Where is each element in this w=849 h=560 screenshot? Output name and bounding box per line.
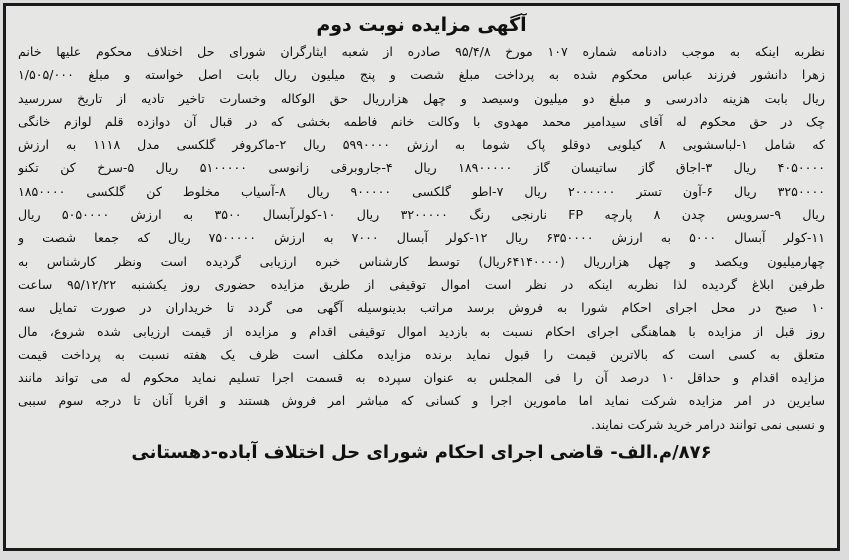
body-line: ریال بابت هزینه دادرسی و مبلغ دو میلیون وسیصد و چهل هزارریال حق الوکاله وخسارت تاخیر تادیه از تاریخ سررسید (18, 90, 825, 106)
body-line: نظربه اینکه به موجب دادنامه شماره ۱۰۷ مورخ ۹۵/۴/۸ صادره از شعبه ایثارگران شورای حل اختلاف محکوم علیها خانم (18, 44, 825, 59)
body-line: و نسبی نمی توانند درامر خرید شرکت نمایند. (591, 416, 825, 432)
body-line: چک در حق محکوم له آقای سیدامیر محمد مهدوی با وکالت خانم فاطمه بخشی که در قبال آن دوازده قلم لوازم خانگی (18, 113, 825, 129)
body-line: چهارمیلیون ویکصد و چهل هزارریال (۶۴۱۴۰۰۰۰ریال) توسط کارشناس خبره ارزیابی گردیده است ونظر کارشناس به (18, 253, 825, 269)
body-line: زهرا دانشور فرزند عباس محکوم شده به پرداخت مبلغ شصت و پنج میلیون ریال بابت اصل خواسته و مبلغ ۱/۵۰۵/۰۰۰ (18, 67, 825, 83)
body-line: مزایده اقدام و حداقل ۱۰ درصد آن را فی المجلس به عنوان سپرده به قسمت اجرا تسلیم نماید محکوم له می تواند مانند (18, 370, 825, 386)
body-line: ریال ۹-سرویس چدن ۸ پارچه FP نارنجی رنگ ۳۲۰۰۰۰۰ ریال ۱۰-کولرآبسال ۳۵۰۰ به ارزش ۵۰۵۰۰۰۰ ریال (18, 207, 825, 223)
body-line: ۱۱-کولر آبسال ۵۰۰۰ به ارزش ۶۳۵۰۰۰۰ ریال ۱۲-کولر آبسال ۷۰۰۰ به ارزش ۷۵۰۰۰۰۰ ریال که جمعا شصت و (18, 230, 825, 246)
body-line: که شامل ۱-لباسشویی ۸ کیلویی دوقلو پاک شوما به ارزش ۵۹۹۰۰۰۰ ریال ۲-ماکروفر گلکسی مدل ۱۱۱۸ به ارزش (18, 137, 825, 153)
body-line: ۱۰ صبح در محل اجرای احکام شورا به فروش برسد مراتب بدینوسیله آگهی می گردد تا خریداران در صورت تمایل سه (18, 300, 825, 316)
auction-notice (3, 3, 840, 551)
body-line: ۴۰۵۰۰۰۰ ریال ۳-اجاق گاز ساتیسان گاز ۱۸۹۰۰۰۰۰ ریال ۴-جاروبرقی زانوسی ۵۱۰۰۰۰۰ ریال ۵-سرخ کن تکنو (18, 160, 825, 176)
notice-signature: ۸۷۶/م.الف- قاضی اجرای احکام شورای حل اختلاف آباده-دهستانی (131, 442, 712, 464)
body-line: سایرین در امر مزایده شرکت نماید اما مامورین اجرا و کسانی که مباشر امر فروش هستند و اقربا آنان تا درجه سوم سببی (18, 393, 825, 409)
body-line: ۳۲۵۰۰۰۰ ریال ۶-آون تستر ۲۰۰۰۰۰۰ ریال ۷-اطو گلکسی ۹۰۰۰۰۰ ریال ۸-آسیاب مخلوط کن گلکسی ۱۸۵۰۰۰۰ (18, 183, 825, 199)
body-line: روز قبل از مزایده با هماهنگی اجرای احکام نسبت به بازدید اموال توقیفی اقدام و مزایده از قیمت ارزیابی شده شروع، مال (18, 323, 825, 339)
notice-title: آگهی مزایده نوبت دوم (316, 14, 527, 36)
body-line: طرفین ابلاغ گردیده لذا نظربه اینکه در نظر است اموال توقیفی از طریق مزایده حضوری روز یکشنبه ۹۵/۱۲/۲۲ ساعت (18, 276, 825, 292)
notice-body (18, 40, 825, 436)
body-line: متعلق به کسی است که بالاترین قیمت را قبول نماید برنده مزایده مکلف است ظرف یک هفته نسبت به پرداخت قیمت (18, 346, 825, 362)
